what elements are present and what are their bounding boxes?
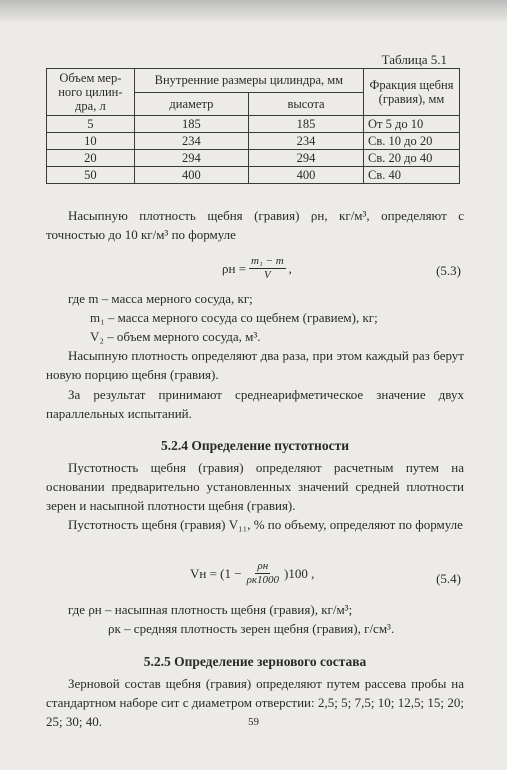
cell-diameter: 185 — [134, 116, 248, 133]
table-row — [47, 116, 460, 133]
cell-fraction: Св. 10 до 20 — [363, 133, 459, 150]
cell-height: 294 — [249, 150, 364, 167]
equation-number: (5.4) — [436, 571, 461, 586]
table-row — [47, 133, 460, 150]
table-caption: Таблица 5.1 — [381, 52, 447, 67]
formula-5-4 — [190, 560, 314, 587]
formula-fraction — [249, 255, 286, 282]
paragraph-bulk-density: Насыпную плотность щебня (гравия) ρн, кг/м³, определяют с точностью до 10 кг/м³ по формуле — [46, 208, 464, 242]
formula-numerator: ρн — [257, 560, 269, 572]
paragraph-repeat: Насыпную плотность определяют два раза, при этом каждый раз берут новую порцию щебня (гравия). — [46, 348, 464, 382]
section-heading-5-2-5: 5.2.5 Определение зернового состава — [143, 654, 367, 669]
equation-number: (5.3) — [436, 263, 461, 278]
cell-fraction: От 5 до 10 — [363, 116, 459, 133]
table-row — [47, 167, 460, 184]
cylinder-dimensions-table — [46, 68, 460, 184]
page-number: 59 — [248, 716, 259, 728]
definition-line: ρк – средняя плотность зерен щебня (гравия), г/см³. — [108, 621, 395, 636]
table-header-height: высота — [249, 92, 364, 116]
cell-volume: 10 — [47, 133, 135, 150]
cell-height: 400 — [249, 167, 364, 184]
cell-fraction: Св. 40 — [363, 167, 459, 184]
table-header-volume: Объем мер-ного цилин-дра, л — [47, 69, 135, 116]
cell-diameter: 294 — [134, 150, 248, 167]
formula-5-3 — [222, 255, 292, 282]
definition-line: V₂ – объем мерного сосуда, м³. — [90, 329, 261, 344]
formula-lhs: Vн = (1 − — [190, 565, 242, 581]
paragraph-voidness: Пустотность щебня (гравия) определяют расчетным путем на основании предварительно установленных значений средней плотности зерен и насыпной плотности щебня (гравия). — [46, 460, 464, 513]
table-header-diameter: диаметр — [134, 92, 248, 116]
table-row — [47, 150, 460, 167]
table-header-fraction: Фракция щебня (гравия), мм — [363, 69, 459, 116]
cell-height: 234 — [249, 133, 364, 150]
cell-volume: 5 — [47, 116, 135, 133]
formula-lhs: ρн = — [222, 260, 247, 276]
formula-numerator: m₁ − m — [251, 255, 284, 267]
cell-diameter: 234 — [134, 133, 248, 150]
paragraph-grain-composition: Зерновой состав щебня (гравия) определяют путем рассева пробы на стандартном наборе сит с диаметром отверстии: 2,5; 5; 7,5; 10; 12,5; 15; 20; 25; 30; 40. — [46, 676, 464, 729]
paragraph-voidness-formula: Пустотность щебня (гравия) V₁₁, % по объему, определяют по формуле — [68, 517, 463, 532]
cell-height: 185 — [249, 116, 364, 133]
formula-fraction — [245, 560, 281, 587]
cell-fraction: Св. 20 до 40 — [363, 150, 459, 167]
formula-tail: , — [288, 260, 292, 276]
definition-line: m₁ – масса мерного сосуда со щебнем (гравием), кг; — [90, 310, 378, 325]
definition-line: где ρн – насыпная плотность щебня (гравия), кг/м³; — [68, 602, 353, 617]
formula-tail: )100 , — [284, 565, 315, 581]
paragraph-result: За результат принимают среднеарифметическое значение двух параллельных испытаний. — [46, 387, 464, 421]
table-header-dimensions: Внутренние размеры цилиндра, мм — [134, 69, 363, 93]
definition-line: где m – масса мерного сосуда, кг; — [68, 291, 253, 306]
section-heading-5-2-4: 5.2.4 Определение пустотности — [161, 438, 349, 453]
cell-volume: 50 — [47, 167, 135, 184]
scan-edge-shadow — [0, 0, 507, 22]
formula-denominator: ρк1000 — [246, 574, 280, 586]
cell-diameter: 400 — [134, 167, 248, 184]
cell-volume: 20 — [47, 150, 135, 167]
formula-denominator: V — [263, 269, 271, 281]
